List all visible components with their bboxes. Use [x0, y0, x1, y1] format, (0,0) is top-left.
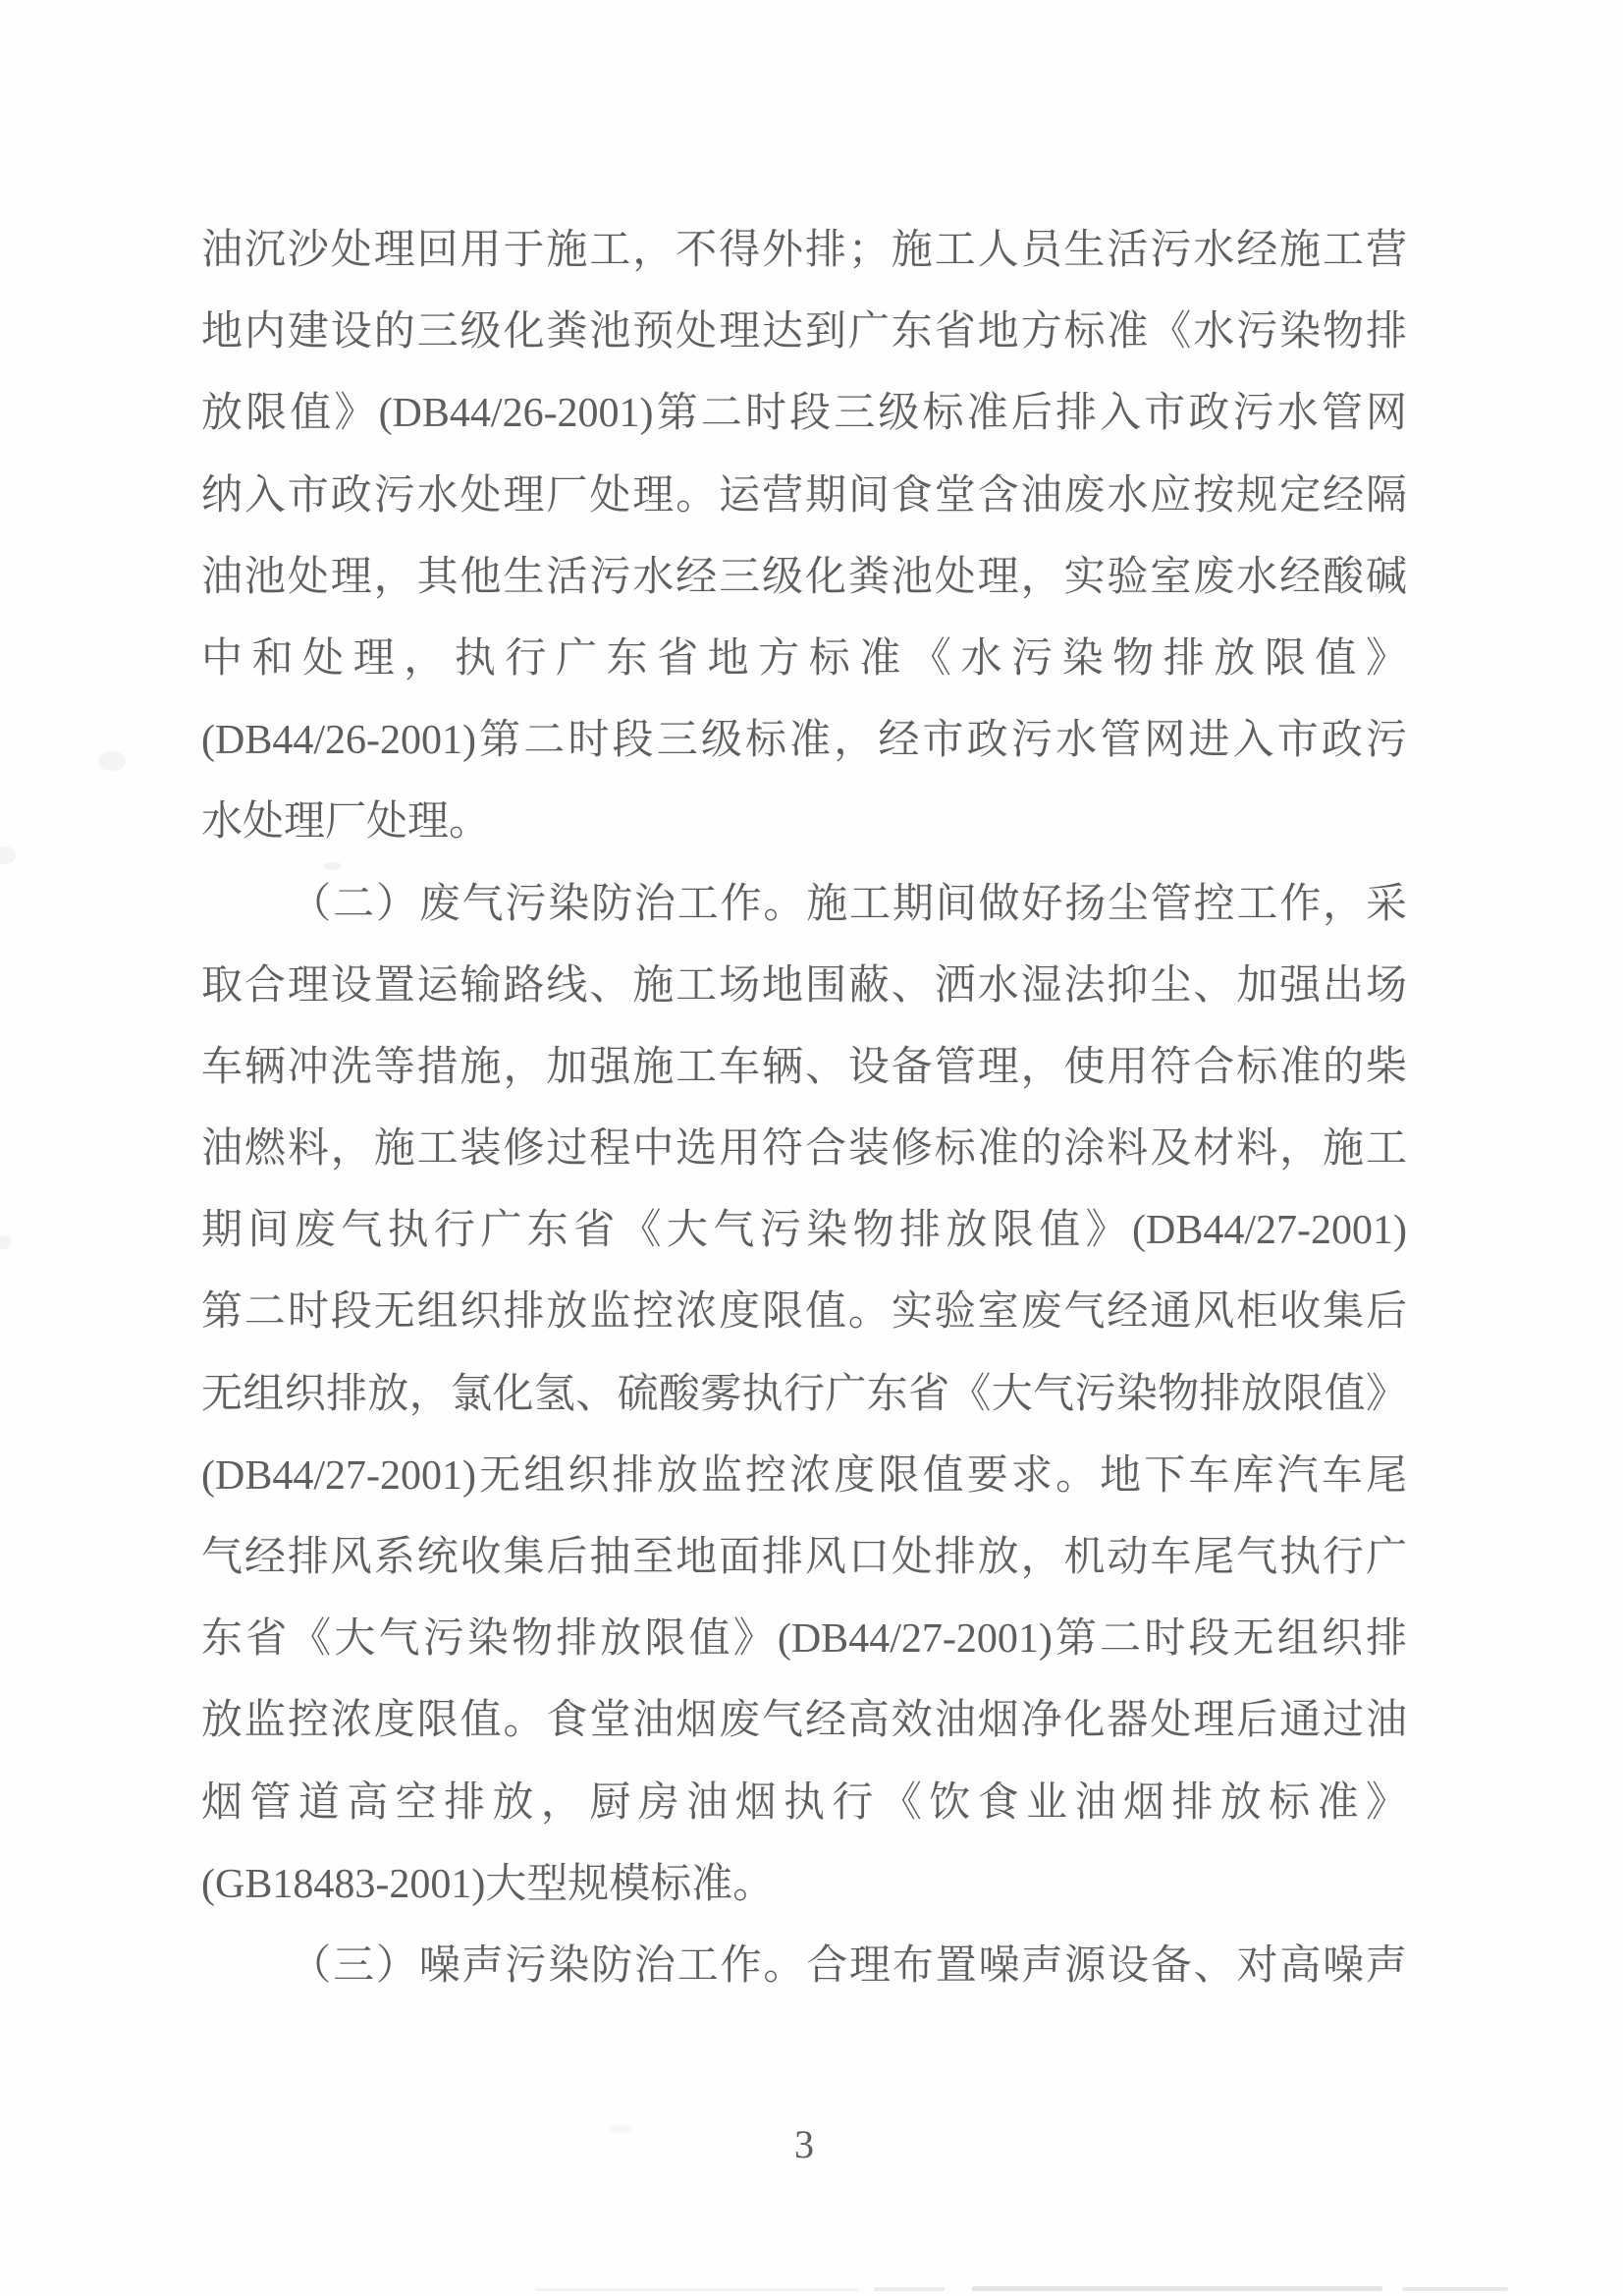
text-line: 中和处理，执行广东省地方标准《水污染物排放限值》 [201, 635, 1407, 682]
text-line: 期间废气执行广东省《大气污染物排放限值》(DB44/27-2001) [201, 1208, 1407, 1254]
text-line: 油沉沙处理回用于施工，不得外排；施工人员生活污水经施工营 [201, 228, 1407, 273]
scan-artifact-line [972, 2286, 1382, 2291]
text-line: 气经排风系统收集后抽至地面排风口处排放，机动车尾气执行广 [201, 1535, 1407, 1580]
text-line: 地内建设的三级化粪池预处理达到广东省地方标准《水污染物排 [201, 309, 1407, 355]
text-line: 车辆冲洗等措施，加强施工车辆、设备管理，使用符合标准的柴 [201, 1044, 1407, 1090]
text-line: 东省《大气污染物排放限值》(DB44/27-2001)第二时段无组织排 [201, 1616, 1407, 1663]
scan-artifact-line [1402, 2287, 1508, 2291]
scan-smudge [0, 1235, 12, 1249]
text-line: 烟管道高空排放，厨房油烟执行《饮食业油烟排放标准》 [201, 1779, 1407, 1826]
scan-smudge [609, 2124, 632, 2134]
text-line: 第二时段无组织排放监控浓度限值。实验室废气经通风柜收集后 [201, 1289, 1407, 1336]
text-line: 无组织排放，氯化氢、硫酸雾执行广东省《大气污染物排放限值》 [201, 1371, 1407, 1417]
text-line: (DB44/27-2001)无组织排放监控浓度限值要求。地下车库汽车尾 [201, 1452, 1407, 1499]
scan-smudge [324, 862, 342, 870]
scan-artifact-line [874, 2287, 945, 2291]
text-line: 取合理设置运输路线、施工场地围蔽、洒水湿法抑尘、加强出场 [201, 962, 1407, 1009]
scan-smudge [0, 847, 16, 864]
page-number: 3 [794, 2122, 814, 2166]
text-line: （三）噪声污染防治工作。合理布置噪声源设备、对高噪声 [290, 1942, 1407, 1989]
text-line: (GB18483-2001)大型规模标准。 [201, 1861, 775, 1907]
text-line: 放限值》(DB44/26-2001)第二时段三级标准后排入市政污水管网 [201, 391, 1407, 437]
text-line: 水处理厂处理。 [201, 799, 491, 846]
text-line: 放监控浓度限值。食堂油烟废气经高效油烟净化器处理后通过油 [201, 1698, 1407, 1744]
text-line: 纳入市政污水处理厂处理。运营期间食堂含油废水应按规定经隔 [201, 472, 1407, 519]
text-line: （二）废气污染防治工作。施工期间做好扬尘管控工作，采 [290, 881, 1407, 927]
text-line: (DB44/26-2001)第二时段三级标准，经市政污水管网进入市政污 [201, 718, 1407, 764]
scan-artifact-line [535, 2288, 859, 2291]
text-line: 油燃料，施工装修过程中选用符合装修标准的涂料及材料，施工 [201, 1126, 1407, 1173]
scan-smudge [98, 751, 126, 771]
text-line: 油池处理，其他生活污水经三级化粪池处理，实验室废水经酸碱 [201, 554, 1407, 600]
text-block [201, 210, 1407, 2007]
